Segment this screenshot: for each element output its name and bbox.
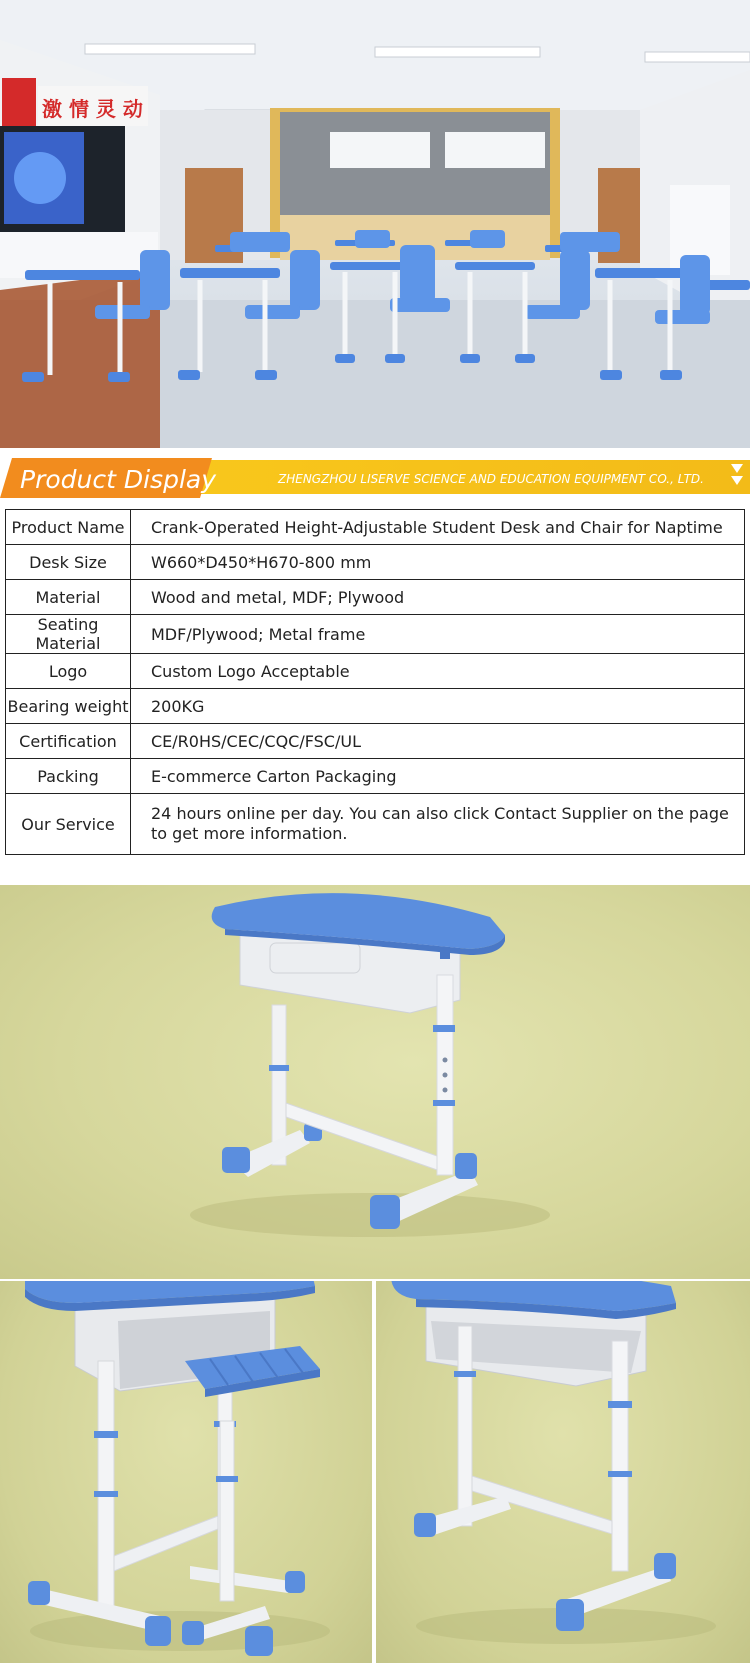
wall-slogan: 激 情 灵 动 — [42, 97, 143, 121]
spec-key: Our Service — [6, 794, 131, 855]
table-row — [6, 654, 745, 689]
spec-value: CE/R0HS/CEC/CQC/FSC/UL — [131, 724, 745, 759]
table-row — [6, 794, 745, 855]
table-row — [6, 759, 745, 794]
spec-key: Material — [6, 580, 131, 615]
classroom-illustration — [0, 0, 750, 448]
table-row — [6, 580, 745, 615]
product-display-banner — [0, 458, 750, 498]
classroom-photo — [0, 0, 750, 448]
spec-key: Desk Size — [6, 545, 131, 580]
spec-table — [5, 509, 745, 855]
desk-front-photo — [376, 1281, 750, 1663]
spec-value: MDF/Plywood; Metal frame — [131, 615, 745, 654]
spec-key: Certification — [6, 724, 131, 759]
spec-value: Custom Logo Acceptable — [131, 654, 745, 689]
spec-key: Logo — [6, 654, 131, 689]
spec-key: Seating Material — [6, 615, 131, 654]
desk-product-photo — [0, 885, 750, 1279]
spec-value: E-commerce Carton Packaging — [131, 759, 745, 794]
spec-value: 24 hours online per day. You can also click Contact Supplier on the page to get more information. — [131, 794, 745, 855]
spec-key: Packing — [6, 759, 131, 794]
table-row — [6, 510, 745, 545]
table-row — [6, 545, 745, 580]
banner-title: Product Display — [20, 465, 217, 494]
spec-value: 200KG — [131, 689, 745, 724]
spec-value: Crank-Operated Height-Adjustable Student Desk and Chair for Naptime — [131, 510, 745, 545]
company-name: ZHENGZHOU LISERVE SCIENCE AND EDUCATION EQUIPMENT CO., LTD. — [278, 472, 704, 486]
spec-key: Product Name — [6, 510, 131, 545]
table-row — [6, 615, 745, 654]
spec-key: Bearing weight — [6, 689, 131, 724]
spec-value: W660*D450*H670-800 mm — [131, 545, 745, 580]
desk-with-stool-photo — [0, 1281, 372, 1663]
spec-value: Wood and metal, MDF; Plywood — [131, 580, 745, 615]
table-row — [6, 689, 745, 724]
table-row — [6, 724, 745, 759]
